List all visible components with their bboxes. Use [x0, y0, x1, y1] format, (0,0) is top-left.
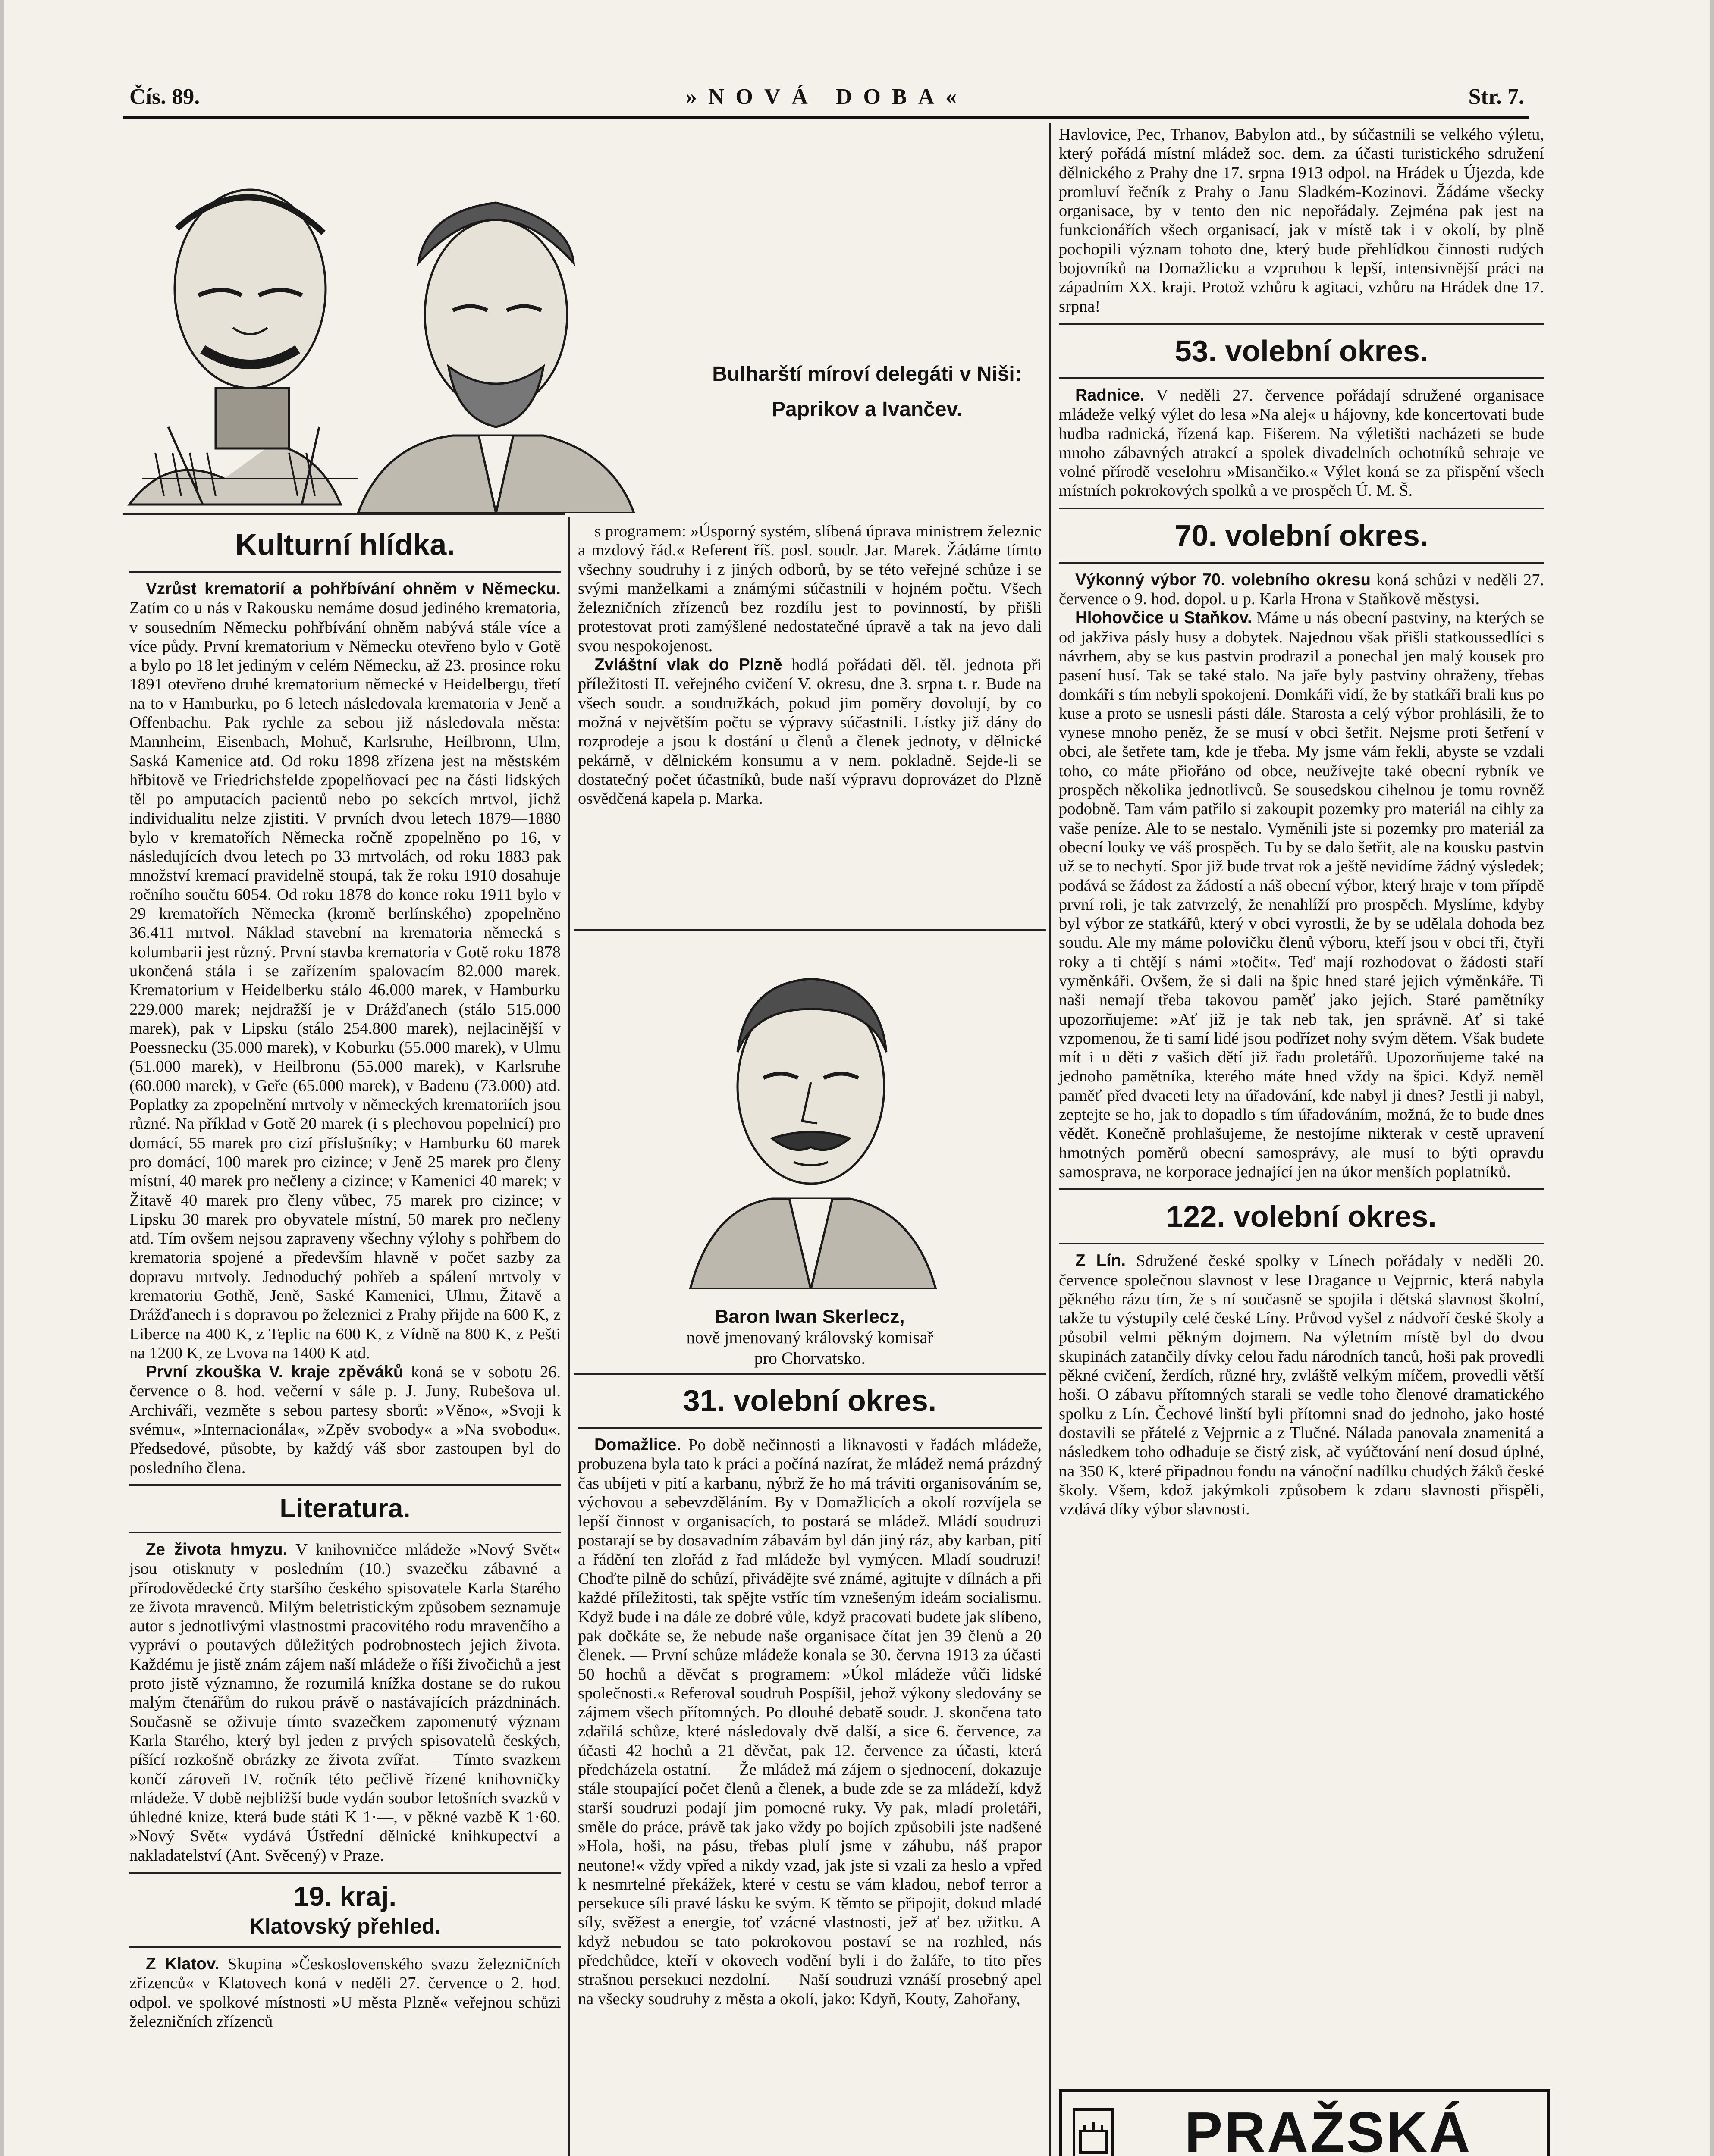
column-divider-1	[568, 517, 570, 2156]
subheading-vlak: Zvláštní vlak do Plzně	[594, 655, 782, 674]
column-3	[1059, 125, 1544, 1519]
subheading-z-klatov: Z Klatov.	[146, 1955, 220, 1973]
heading-31-volebni-okres: 31. volební okres.	[683, 1384, 937, 1417]
article-domazlice: Po době nečinnosti a liknavosti v řadách mládeže, probuzena byla tato k práci a počíná nazírat, že mládež nemá prázdný čas ubíjeti v pití a karbanu, nýbrž že ho má tráviti organisováním se, výchovou a sebevzděláním. By v Domažlicích a okolí rozvíjela se lepší činnost v organisacích, to postará se mládež. Mládí soudruzi postarají se by dosavadním zábavám byl dán jiný ráz, aby karban, pití a řádění ten zlořád z řad mládeže byl vymýcen. Mladí soudruzi! Choďte pilně do schůzí, přivádějte své známé, agitujte v dílnách a při každé příležitosti, tak spějte vstříc tím vznešeným ideám socialismu. Když bude i na dále ze dobré vůle, když pracovati budete jak slíbeno, pak dočkáte se, že nebude naše organisace čítat jen 39 členů a 20 členek. — První schůze mládeže konala se 30. června 1913 za účasti 50 hochů a děvčat s programem: »Úkol mládeže vůči lidské společnosti.« Referoval soudruh Pospíšil, jehož výkony sledovány se zájmem všech přítomných. Po dlouhé debatě soudr. J. skončena tato zdařilá schůze, které následovaly dvě další, a sice 6. července, za účasti 42 hochů a 21 děvčat, pak 12. července za účasti, která předcházela ostatní. — Že mládež má zájem o sjednocení, dokazuje stále stoupající počet členů a členek, a bude zde se za mládeží, když starší soudruzi podají jim pomocné ruky. Vy pak, mladí proletáři, směle do práce, právě tak jako vždy po bojích způsobili jste nadšené »Hola, hoši, na pásu, třebas plulí jsme v záhubu, náš prapor neutone!« vždy vpřed a nikdy vzad, jak jste si vzali za heslo a vpřed k nesmrtelné překážek, které v cestu se vám kladou, nebof terror a persekuce síli pravé lásku ke svým. K těmto se připojit, dokud mladé síly, svěžest a energie, toť vzácné vlastnosti, jež ať bez užitku. A když nebudou se tato pokrokovou postaví se na rozhled, nás předchůdce, kteří v okovech vodění byli i do žaláře, to tito přes strašnou persekuci nezdolní. — Naší soudruzi vznáší prosebný apel na všecky soudruhy z města a okolí, jako: Kdyň, Kouty, Zahořany,	[578, 1436, 1042, 2008]
divider	[129, 571, 561, 573]
heading-19-kraj: 19. kraj.	[293, 1881, 397, 1912]
divider	[129, 1484, 561, 1486]
article-hradek: Havlovice, Pec, Trhanov, Babylon atd., by súčastnili se velkého výletu, který pořádá místní mládež soc. dem. za účasti turistického sdružení dělnického z Prahy dne 17. srpna 1913 odpol. na Hrádek u Újezda, kde promluví řečník z Prahy o Janu Sladkém-Kozinovi. Žádáme všecky organisace, by v tento den nic nepořádaly. Zejména pak jest na funkcionářích všech organisací, jak v místě tak i v okolí, by plně pochopili význam tohoto dne, který bude přehlídkou činnosti rudých bojovníků na Domažlicku a vzpruhou k lepší, intensivnější práci na západním XX. kraji. Protož vzhůru k agitaci, vzhůru na Hrádek dne 17. srpna!	[1059, 125, 1544, 316]
heading-53-volebni-okres: 53. volební okres.	[1174, 334, 1428, 368]
column-divider-2	[1049, 123, 1051, 2156]
portraits-caption-title: Bulharští míroví delegáti v Niši:	[712, 363, 1022, 385]
article-hmyz: V knihovničce mládeže »Nový Svět« jsou otisknuty v posledním (10.) svazečku zábavné a přírodovědecké črty staršího českého spisovatele Karla Starého ze života mravenců. Milým beletristickým způsobem seznamuje autor s jednotlivými vlastnostmi pracovitého rodu mravenčího a vypráví o poutavých důležitých podrobnostech jejich života. Každému je jistě znám zájem naší mládeže o říši živočichů a jest proto jistě významno, že rozumilá knížka dostane se do rukou malým čtenářům do rukou právě o nastávajících prázdninách. Současně se oživuje tímto svazečkem zapomenutý význam Karla Starého, který byl jeden z prvých spisovatelů českých, píšící rozkošně obrázky ze života zvířat. — Tímto svazkem končí zároveň IV. ročník této pečlivě řízené knihovničky mládeže. V době nejbližší bude vydán soubor letošních svazků v úhledné knize, která bude státi K 1·—, v pěkné vazbě K 1·60. »Nový Svět« vydává Ústřední dělnické knihkupectví a nakladatelství (Ant. Svěcený) v Praze.	[129, 1540, 561, 1865]
divider	[1059, 377, 1544, 379]
column-1	[129, 522, 561, 2031]
article-krematoria: Zatím co u nás v Rakousku nemáme dosud jediného krematoria, v sousedním Německu pohřbívání ohněm nabývá stále více a více půdy. První krematorium v Německu otevřeno bylo v Gotě a bylo po 18 let jediným v celém Německu, až 23. prosince roku 1891 otevřeno druhé krematorium německé v Heidelbergu, třetí na to v Hamburku, po 6 letech následovala krematoria v Jeně a Offenbachu. Pak rychle za sebou již následovala města: Mannheim, Eisenbach, Mohuč, Karlsruhe, Heilbronn, Ulm, Saská Kamenice atd. Od roku 1898 zřízena jest na městském hřbitově ve Friedrichsfelde zpopelňovací pec na části lidských těl po amputacích pacientů nebo po sekcích mrtvol, jichž individualitu nelze zjistiti. V prvních dvou letech 1879—1880 bylo v krematořích Německa ročně zpopelněno po 16, v následujících dvou letech po 33 mrtvolách, od roku 1883 pak množství kremací pravidelně stoupá, tak že roku 1910 dosahuje ročního součtu 6054. Od roku 1878 do konce roku 1911 bylo v 29 krematořích Německa (kromě berlínského) zpopelněno 36.411 mrtvol. Náklad stavební na krematoria německá s kolumbarii jest různý. První stavba krematoria v Gotě roku 1878 ukončená stála i se zařízením spalovacím 82.000 marek. Krematorium v Heidelberku stálo 46.000 marek, v Hamburku 229.000 marek; nejdražší je v Drážďanech (stálo 515.000 marek), pak v Lipsku (stálo 254.800 marek), nejlacinější v Poessnecku (35.000 marek), v Koburku (55.000 marek), v Ulmu (51.000 marek), v Heilbronu (55.000 marek), v Karlsruhe (60.000 marek), v Geře (65.000 marek), v Badenu (73.000) atd. Poplatky za zpopelnění mrtvoly v německých krematoriích jsou různé. Na příklad v Gotě 20 marek (i s plechovou popelnicí) pro domácí, 55 marek pro cizí příslušníky; v Hamburku 60 marek pro domácí, 100 marek pro cizince; v Jeně 25 marek pro členy místní, 40 marek pro nečleny a cizince; v Kamenici 40 marek; v Žitavě 40 marek pro členy vůbec, 75 marek pro cizince; v Lipsku 30 marek pro obyvatele místní, 50 marek pro nečleny atd. Tím ovšem nejsou zapraveny všechny výlohy s pohřbem do krematoria spojené a především hlavně v počet sazby za dopravu mrtvoly. Jednoduchý pohřeb a spálení mrtvoly v krematoriu Gothě, Jeně, Saské Kamenici, Ulmu, Žitavě a Drážďanech i s dopravou po železnici z Prahy přijde na 600 K, z Liberce na 400 K, z Teplic na 600 K, z Vídně na 800 K, z Pešti na 1200 K, ze Lvova na 1400 K atd.	[129, 599, 561, 1362]
heading-literatura: Literatura.	[279, 1493, 411, 1523]
subheading-vybor: Výkonný výbor 70. volebního okresu	[1075, 570, 1371, 589]
subheading-klatovsky-prehled: Klatovský přehled.	[249, 1914, 441, 1938]
column-2-lower	[578, 1378, 1042, 2009]
article-vybor: koná schůzi v neděli 27. července o 9. hod. dopol. u p. Karla Hrona v Staňkově městysi.	[1059, 570, 1544, 608]
ad-title-line-1: PRAŽSKÁ	[1184, 2100, 1472, 2156]
rule-below-skerlecz	[574, 1373, 1046, 1375]
newspaper-title: »NOVÁ DOBA«	[685, 85, 968, 109]
subheading-zkouska: První zkouška V. kraje zpěváků	[146, 1363, 404, 1382]
subheading-radnice: Radnice.	[1075, 385, 1145, 404]
portraits-caption-names: Paprikov a Ivančev.	[771, 398, 963, 421]
divider	[1059, 1243, 1544, 1244]
article-klatov: Skupina »Československého svazu železničních zřízenců« v Klatovech koná v neděli 27. července o 2. hod. odpol. ve spolkové místnosti »U města Plzně« veřejnou schůzi železničních zřízenců	[129, 1955, 561, 2031]
divider	[578, 1427, 1042, 1429]
rule-above-skerlecz	[574, 929, 1046, 931]
subheading-hlohovcice: Hlohovčice u Staňkov.	[1075, 608, 1252, 627]
page-header	[129, 80, 1524, 116]
heading-kulturni-hlidka: Kulturní hlídka.	[235, 528, 455, 561]
skerlecz-figure	[673, 944, 949, 1289]
article-zkouska: koná se v sobotu 26. července o 8. hod. večerní v sále p. J. Juny, Rubešova ul. Archiváři, vezměte s sebou partesy sborů: »Věno«, »Svoji k svému«, »Internacionála«, »Zpěv svobody« a »Na svobodu«. Předsedové, působte, by každý váš sbor zastoupen byl do posledního člena.	[129, 1363, 561, 1477]
article-lin: Sdružené české spolky v Línech pořádaly v neděli 20. července společnou slavnost v lese Dragance u Vejprnic, která nabyla pěkného rázu tím, že s ní současně se spojila i dětská slavnost školní, takže tu výstupily celé české Líny. Průvod vyšel z nádvoří české školy a působil velmi pěkným dojmem. Na výletním místě byl do dvou skupinách zatančily dívky celou řadu národních tanců, hoši pak provedli pěkné cvičení, žerdích, různé hry, zvláště velkým míčem, provedli větší hoši. O zábavu přítomných starali se vedle toho členové dramatického spolku z Lín. Čechové linští byli přítomni snad do jednoho, jako hosté dostavili se přátelé z Vejprnic a z Tlučné. Nálada panovala znamenitá a následkem toho odhaduje se čistý zisk, ač vyúčtování není dosud úplné, na 350 K, které připadnou fondu na vánoční nadílku chudých žáků české školy. Všem, kdož jakýmkoli způsobem k zdaru slavnosti přispěli, vzdává díky výbor slavnosti.	[1059, 1252, 1544, 1519]
heading-122-volebni-okres: 122. volební okres.	[1166, 1200, 1437, 1234]
divider	[1059, 1188, 1544, 1190]
skerlecz-caption	[578, 1307, 1042, 1369]
skerlecz-engraving	[673, 944, 949, 1289]
ad-title	[1118, 2100, 1538, 2156]
article-radnice: V neděli 27. července pořádají sdružené organisace mládeže velký výlet do lesa »Na alej« u hájovny, kde koncertovati bude hudba radnická, řízená kap. Fišerem. Na výletišti nacházeti se bude mnoho zábavných atrakcí a spolek divadelních ochotníků sehraje ve volné přírodě veselohru »Misančiko.« Výlet koná se za přispění všech místních pokrokových spolků a ve prospěch Ú. M. Š.	[1059, 386, 1544, 500]
rule-under-portraits	[123, 513, 565, 515]
article-vlak: hodlá pořádati děl. těl. jednota při příležitosti II. veřejného cvičení V. okresu, dne 3. srpna t. r. Bude na všech soudr. a soudružkách, pokud jim poměry dovolují, by co možná v největším počtu se výpravy súčastnili. Lístky již dány do rozprodeje a jsou k dostání u členů a členek jednoty, v dělnické pekárně, v dělnickém konsumu a v nem. pokladně. Sejde-li se dostatečný počet účastníků, bude naší výpravu doprovázet do Plzně osvědčená kapela p. Marka.	[578, 656, 1042, 808]
portraits-figure	[116, 125, 686, 513]
prague-coat-of-arms-icon	[1070, 2105, 1117, 2156]
advertisement-prazska-mestska	[1059, 2089, 1550, 2156]
column-2	[578, 522, 1042, 808]
skerlecz-name: Baron Iwan Skerlecz,	[715, 1306, 905, 1327]
header-rule	[123, 116, 1529, 119]
skerlecz-description: nově jmenovaný královský komisař pro Chorvatsko.	[686, 1328, 933, 1368]
portraits-caption	[692, 362, 1042, 422]
page-number: Str. 7.	[1468, 85, 1524, 109]
portraits-engraving	[116, 125, 686, 513]
scan-edge-right	[1710, 0, 1714, 2156]
divider	[1059, 508, 1544, 509]
divider	[129, 1946, 561, 1948]
divider	[129, 1532, 561, 1533]
heading-70-volebni-okres: 70. volební okres.	[1174, 518, 1428, 552]
article-program: s programem: »Úsporný systém, slíbená úprava ministrem železnic a mzdový řád.« Referent říš. posl. soudr. Jar. Marek. Žádáme tímto všechny soudruhy i z jiných odborů, by se této veřejné schůze i se svými manželkami a známými súčastnili v hojném počtu. Všech železničních zřízenců bez rozdílu jest to povinností, by přišli protestovat proti zamýšlené nedostatečné úpravě a tak na jevo dali svou nespokojenost.	[578, 522, 1042, 655]
subheading-hmyz: Ze života hmyzu.	[146, 1540, 288, 1559]
divider	[129, 1872, 561, 1874]
issue-number: Čís. 89.	[129, 85, 200, 109]
divider	[1059, 562, 1544, 564]
article-hlohovcice: Máme u nás obecní pastviny, na kterých se od jakživa pásly husy a dobytek. Najednou však přišli statkoussedlíci s návrhem, aby se kus pastvin prodrazil a ponechal jen malý kousek pro pasení husí. Tak se také stalo. Na jaře byly pastviny ohraženy, třebas domkáři s tím nebyli spokojeni. Domkáři vidí, že by statkáři brali kus po kuse a proto se usnesli pásti dále. Starosta a celý výbor prohlásili, že to vynese mnoho peněz, že se musí v obci šetřit. Nejsme proti šetření v obci, ale šetřete tam, kde je třeba. My jsme vám řekli, abyste se vzdali toho, co máte přiořáno od obce, neužívejte také obecní rybník ve prospěch několika jednotlivců. Se sousedskou cihelnou je tomu rovněž podobně. Tam vám patřilo si zakoupit pozemky pro materiál na cihly za vaše peníze. Ale to se nestalo. Vyměnili jste si pozemky pro materiál za obecní louky ve váš prospěch. Tu by se dalo šetřit, ale na kousku pastvin už se to nechytí. Spor již bude trvat rok a ještě nevidíme žádný výsledek; podává se žádost za žádostí a náš obecní výbor, který hraje v tom přípdě první roli, je tak zatvrzelý, že nenahlíží pro prospěch. Myslíme, kdyby byl výbor ze statkářů, který v obci vyrostli, že by se udělala dohoda bez soudu. Ale my máme polovičku členů výboru, kteří jsou v obci tři, čtyři roky a ti chtějí s námi »točit«. Teď mají rozhodovat o žádosti staří vyměnkáři. Ovšem, že si dali na špic hned staré jejich výměnkáře. Ti naši nemají třeba takovou paměť jako jejich. Staré pamětníky upozorňujeme: »Ať již je tak neb tak, jen správně. Ať si také vzpomenou, že ti samí lidé jsou podřízet nohy svým dětem. Však budete mít i u děti z vašich dětí již řadu proletářů. Upozorňujeme také na jednoho pamětníka, kterého máte hned vždy na špici. Když neměl paměť před dvaceti lety na úřadování, kde nabyl ji dnes? Jestli ji nabyl, zeptejte se ho, jak to dopadlo s tím úřadováním, možná, že to bude dnes vědět. Konečně prohlašujeme, že nestojíme nikterak v cestě upravení hmotných poměrů obecní samosprávy, ale musí to býti opravdu samosprava, ne korporace jednající jen na úkor menších poplatníků.	[1059, 609, 1544, 1181]
subheading-z-lin: Z Lín.	[1075, 1251, 1126, 1270]
subheading-krematoria: Vzrůst krematorií a pohřbívání ohněm v Německu.	[146, 580, 561, 598]
divider	[1059, 323, 1544, 325]
subheading-domazlice: Domažlice.	[594, 1435, 681, 1454]
scan-edge-left	[0, 0, 4, 2156]
